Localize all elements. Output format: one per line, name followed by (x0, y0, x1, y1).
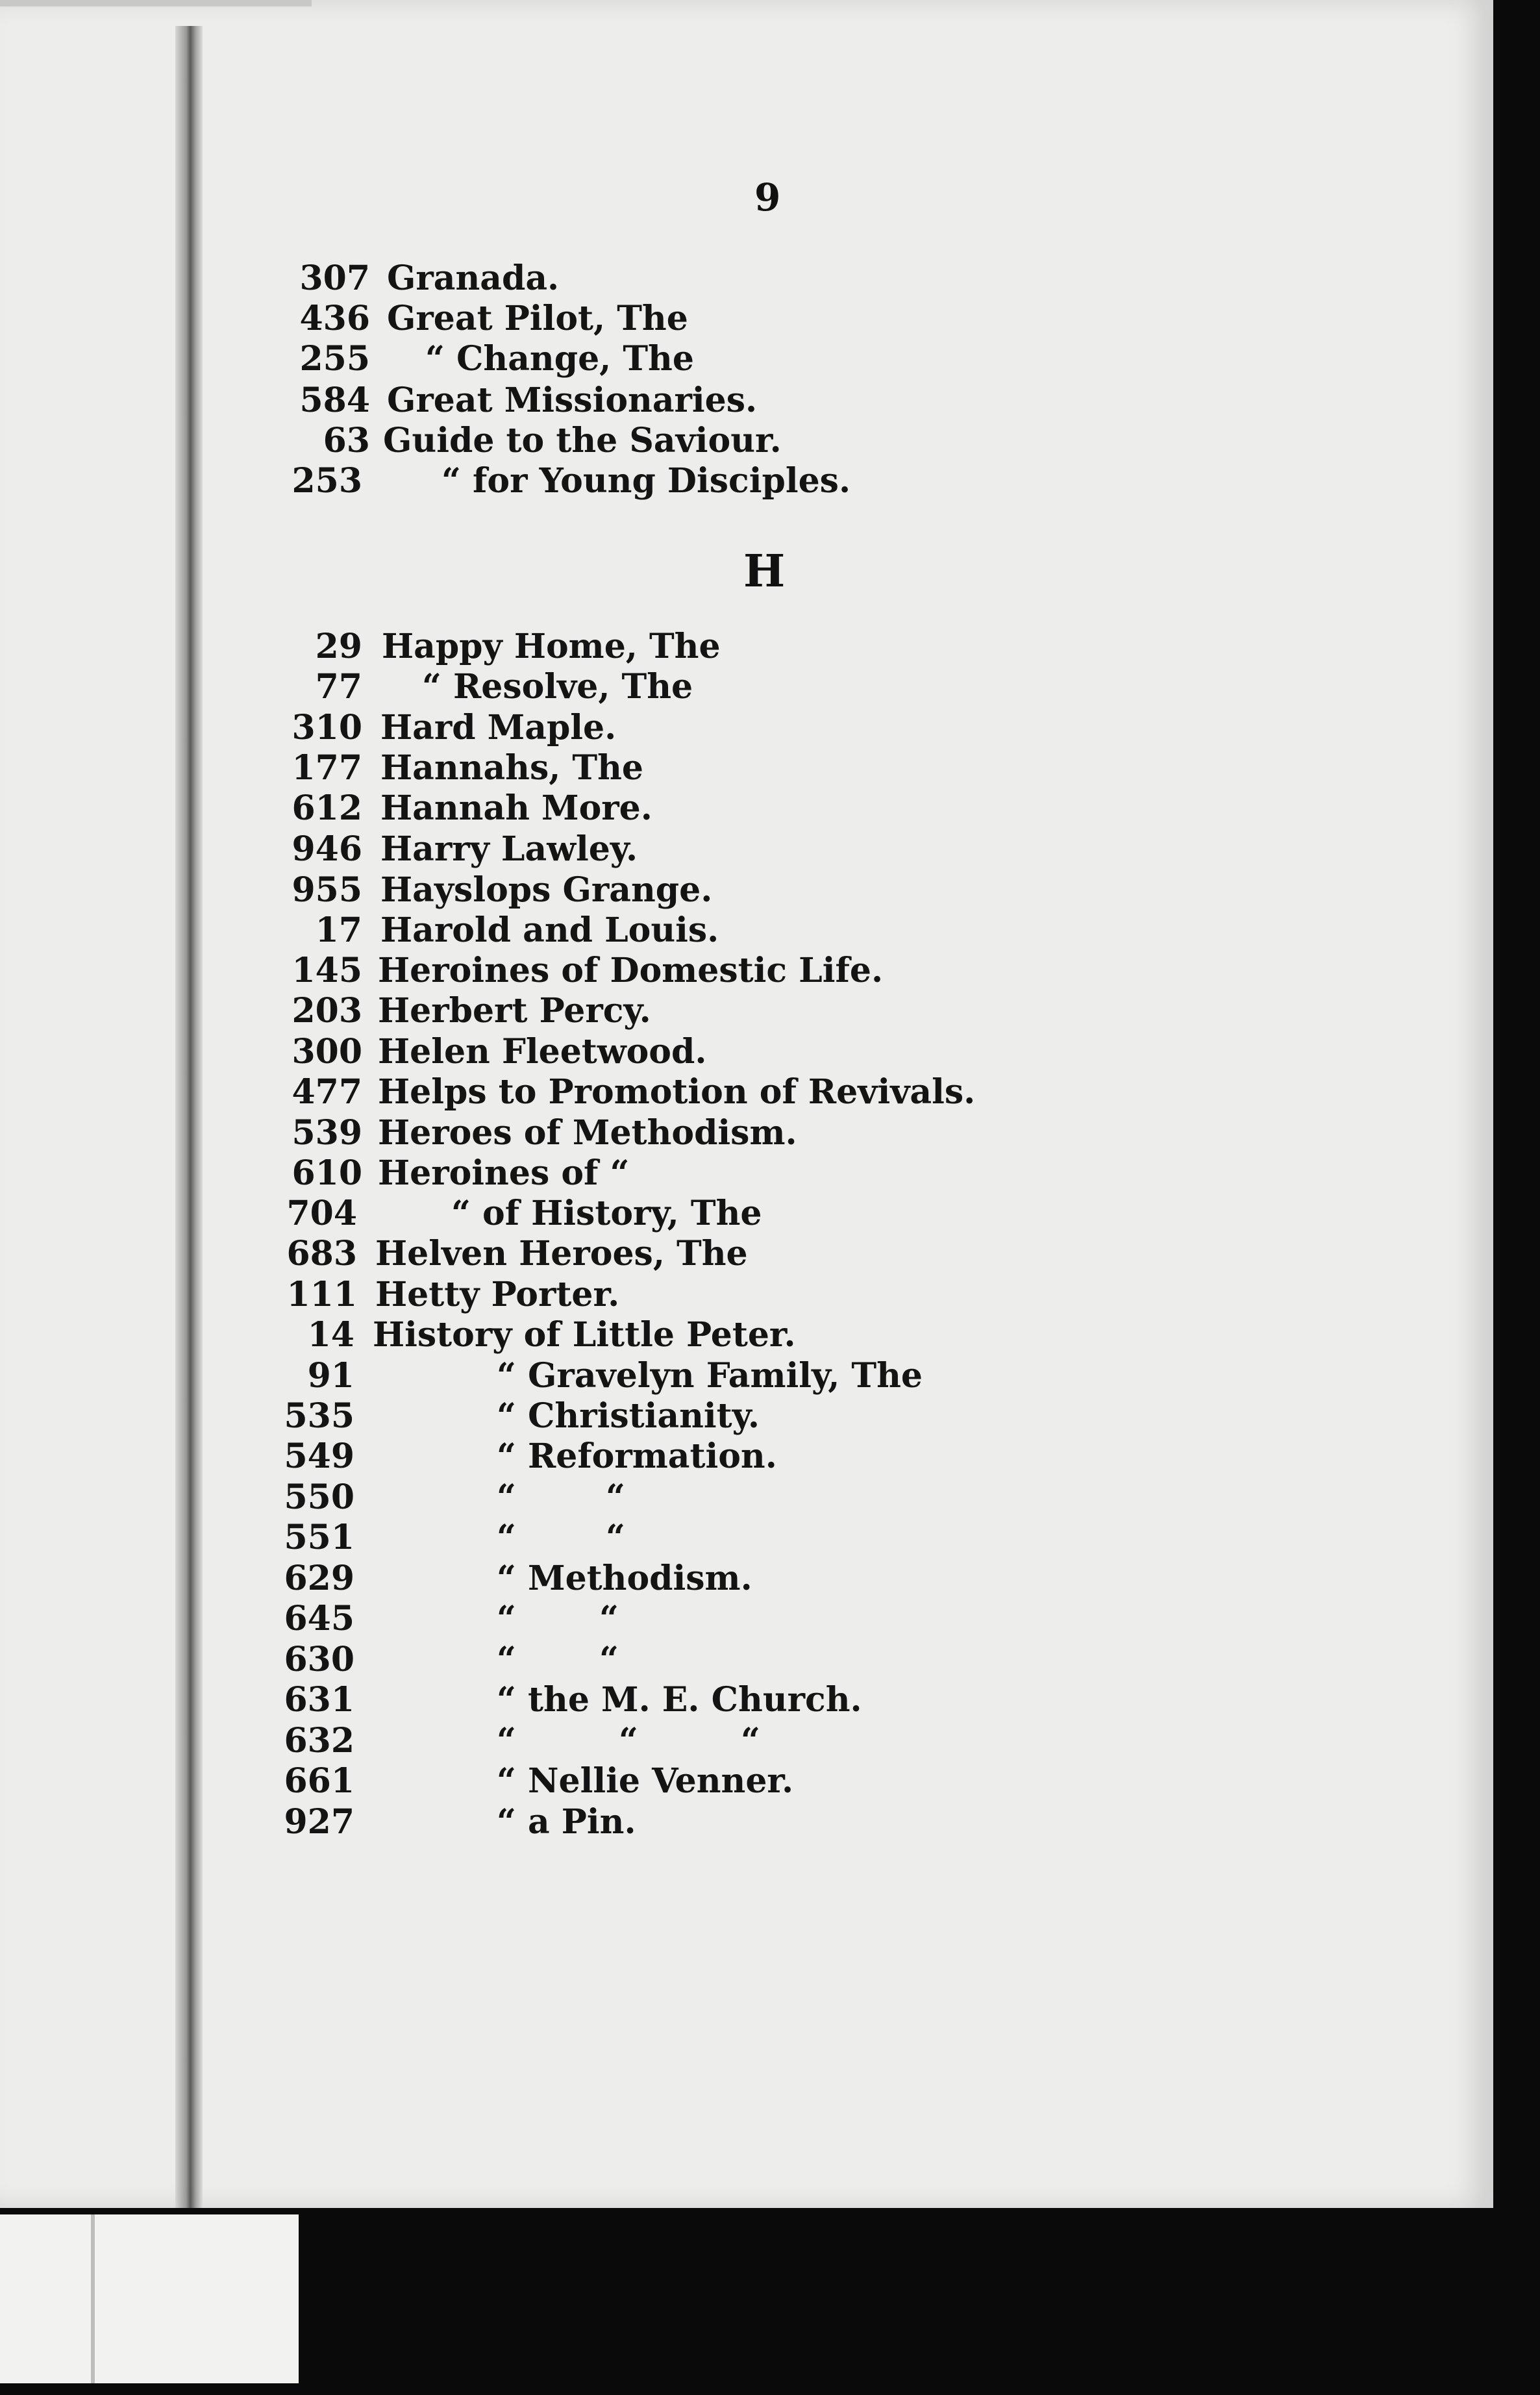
entry-number: 927 (284, 1802, 354, 1842)
entry-number: 661 (284, 1761, 354, 1801)
entry-title: “ “ “ (497, 1721, 760, 1761)
entry-number: 63 (323, 421, 370, 460)
entry-number: 255 (299, 339, 370, 379)
entry-number: 612 (292, 788, 362, 828)
entry-number: 77 (315, 667, 362, 707)
section-letter-heading: H (743, 545, 786, 597)
entry-number: 436 (299, 299, 370, 338)
entry-number: 632 (284, 1721, 354, 1761)
entry-title: “ Change, The (425, 339, 694, 379)
entry-title: Great Missionaries. (387, 381, 758, 420)
entry-number: 253 (292, 461, 362, 501)
entry-number: 610 (292, 1153, 362, 1193)
entry-number: 29 (315, 627, 362, 666)
entry-title: “ Methodism. (497, 1559, 752, 1598)
entry-number: 310 (292, 708, 362, 747)
entry-title: Heroines of Domestic Life. (378, 951, 884, 990)
entry-title: Happy Home, The (382, 627, 721, 666)
entry-title: Heroes of Methodism. (378, 1113, 797, 1153)
entry-title: “ the M. E. Church. (497, 1680, 862, 1720)
entry-title: Hetty Porter. (375, 1275, 620, 1314)
page-edge (0, 0, 312, 6)
entry-title: Harry Lawley. (380, 829, 638, 869)
entry-number: 549 (284, 1436, 354, 1476)
entry-title: Granada. (387, 258, 560, 298)
entry-title: History of Little Peter. (373, 1315, 796, 1355)
entry-number: 629 (284, 1559, 354, 1598)
entry-title: Helven Heroes, The (375, 1234, 748, 1273)
entry-number: 584 (299, 381, 370, 420)
entry-number: 645 (284, 1599, 354, 1638)
entry-number: 177 (292, 748, 362, 788)
entry-title: “ for Young Disciples. (441, 461, 851, 501)
page-number: 9 (754, 175, 781, 219)
entry-title: “ Nellie Venner. (497, 1761, 794, 1801)
entry-title: Helps to Promotion of Revivals. (378, 1072, 976, 1112)
entry-title: “ a Pin. (497, 1802, 636, 1842)
entry-title: Hayslops Grange. (380, 870, 713, 910)
entry-title: “ “ (497, 1599, 619, 1638)
page-fold-shadow (175, 26, 203, 2208)
entry-title: “ “ (497, 1518, 625, 1557)
entry-title: Herbert Percy. (378, 991, 651, 1031)
entry-title: “ Resolve, The (422, 667, 693, 707)
entry-number: 300 (292, 1032, 362, 1072)
entry-number: 631 (284, 1680, 354, 1720)
entry-number: 683 (286, 1234, 357, 1273)
entry-title: “ “ (497, 1640, 619, 1679)
entry-number: 946 (292, 829, 362, 869)
entry-title: Guide to the Saviour. (383, 421, 782, 460)
entry-title: Great Pilot, The (387, 299, 688, 338)
entry-number: 14 (307, 1315, 354, 1355)
entry-number: 539 (292, 1113, 362, 1153)
entry-title: Heroines of “ (378, 1153, 630, 1193)
entry-title: “ of History, The (451, 1194, 762, 1233)
entry-title: “ Christianity. (497, 1396, 760, 1436)
entry-number: 145 (292, 951, 362, 990)
entry-number: 551 (284, 1518, 354, 1557)
entry-number: 111 (286, 1275, 357, 1314)
entry-number: 17 (315, 910, 362, 950)
paper-scrap (0, 2214, 299, 2383)
entry-number: 535 (284, 1396, 354, 1436)
entry-number: 550 (284, 1477, 354, 1517)
entry-title: “ “ (497, 1477, 625, 1517)
entry-title: Hannah More. (380, 788, 652, 828)
entry-number: 91 (307, 1356, 354, 1396)
entry-title: “ Reformation. (497, 1436, 777, 1476)
entry-number: 477 (292, 1072, 362, 1112)
entry-title: Hannahs, The (380, 748, 644, 788)
entry-number: 955 (292, 870, 362, 910)
entry-title: “ Gravelyn Family, The (497, 1356, 923, 1396)
entry-number: 704 (286, 1194, 357, 1233)
entry-number: 630 (284, 1640, 354, 1679)
entry-title: Harold and Louis. (380, 910, 719, 950)
entry-title: Helen Fleetwood. (378, 1032, 707, 1072)
entry-title: Hard Maple. (380, 708, 617, 747)
paper-scrap-crease (91, 2214, 95, 2383)
entry-number: 307 (299, 258, 370, 298)
entry-number: 203 (292, 991, 362, 1031)
